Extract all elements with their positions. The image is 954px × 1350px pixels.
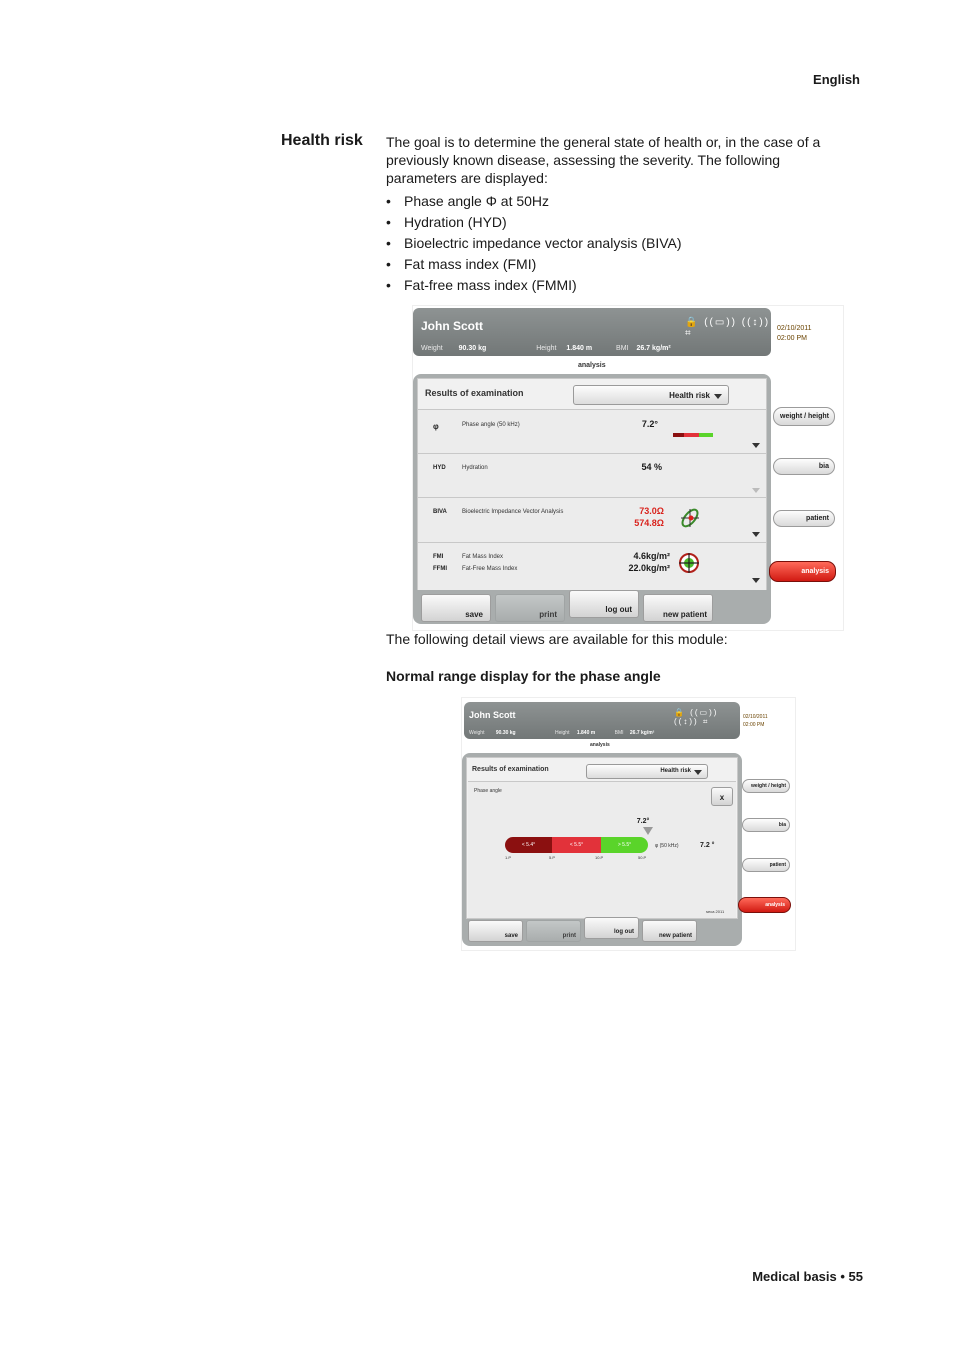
results-title: Results of examination [472, 766, 549, 773]
row-value: 7.2° [641, 419, 658, 429]
close-icon: x [719, 793, 725, 802]
row-value: 73.0Ω [639, 506, 664, 516]
list-item: • Hydration (HYD) [386, 214, 682, 235]
nav-weight-height[interactable]: weight / height [773, 407, 835, 426]
status-icons: 🔒 ((▭)) ((↕)) ⌗ [674, 708, 719, 726]
date: 02/10/2011 [743, 714, 768, 720]
expand-icon[interactable] [752, 443, 760, 448]
nav-bia[interactable]: bia [773, 458, 835, 475]
tick-label: 10.P [595, 855, 604, 860]
new-patient-button[interactable]: new patient [642, 920, 697, 942]
table-row[interactable] [418, 542, 766, 590]
patient-name: John Scott [421, 319, 483, 333]
screenshot-results [412, 305, 844, 631]
screenshot-phase-angle [461, 697, 796, 951]
bmi-label: BMI [616, 345, 629, 352]
time: 02:00 PM [777, 335, 807, 342]
parameter-list [386, 193, 682, 298]
row-desc: Phase angle (50 kHz) [462, 422, 520, 428]
row-abbr: BIVA [433, 509, 447, 515]
copyright: seca 2011 [706, 909, 725, 914]
nav-analysis[interactable]: analysis [769, 561, 836, 582]
patient-header [464, 702, 740, 739]
breadcrumb: analysis [578, 362, 606, 369]
row-value: 54 % [641, 462, 662, 472]
height-label: Height [536, 345, 557, 352]
detail-area [466, 757, 738, 919]
date-time [777, 324, 812, 344]
close-button[interactable] [711, 787, 733, 806]
row-value-2: 22.0kg/m² [628, 563, 670, 573]
tick-label: 50.P [638, 855, 647, 860]
range-segment-high: > 5.5° [601, 837, 648, 853]
height-value: 1.840 m [576, 730, 596, 736]
logout-button[interactable]: log out [584, 917, 639, 939]
detail-body [468, 781, 736, 918]
tick-label: 5.P [549, 855, 556, 860]
print-button[interactable]: print [495, 594, 565, 622]
nav-patient[interactable]: patient [742, 858, 790, 872]
nav-weight-height[interactable]: weight / height [742, 779, 790, 793]
status-icons: 🔒 ((▭)) ((↕)) ⌗ [685, 317, 771, 339]
biva-ellipse-icon [678, 506, 702, 530]
breadcrumb: analysis [590, 742, 610, 748]
patient-header [413, 308, 771, 356]
expand-icon[interactable] [752, 578, 760, 583]
range-segment-mid: < 5.5° [552, 837, 601, 853]
tick-label: 1.P [505, 855, 512, 860]
results-title: Results of examination [425, 388, 524, 398]
row-abbr: HYD [433, 465, 446, 471]
nav-analysis[interactable]: analysis [738, 897, 791, 913]
row-abbr: φ [433, 422, 439, 431]
detail-title: Phase angle [474, 788, 502, 794]
phase-angle-bar [673, 433, 713, 437]
row-desc-2: Fat-Free Mass Index [462, 566, 518, 572]
weight-label: Weight [469, 730, 485, 736]
bmi-value: 26.7 kg/m² [629, 730, 655, 736]
readout-value: 7.2 ° [700, 842, 715, 849]
page-footer: Medical basis • 55 [752, 1269, 863, 1284]
main-panel [462, 753, 742, 946]
nav-patient[interactable]: patient [773, 510, 835, 527]
language-label: English [813, 72, 860, 87]
patient-name: John Scott [469, 710, 516, 720]
row-desc: Bioelectric Impedance Vector Analysis [462, 509, 564, 515]
logout-button[interactable]: log out [569, 590, 639, 618]
save-button[interactable]: save [421, 594, 491, 622]
chevron-down-icon [714, 394, 722, 399]
detail-intro: The following detail views are available for this module: [386, 631, 728, 647]
weight-label: Weight [421, 345, 443, 352]
save-button[interactable]: save [468, 920, 523, 942]
table-row[interactable] [418, 453, 766, 498]
marker-triangle-icon [643, 827, 653, 835]
row-value-2: 574.8Ω [634, 518, 664, 528]
row-abbr: FMI [433, 554, 444, 560]
expand-icon[interactable] [752, 532, 760, 537]
row-desc: Hydration [462, 465, 488, 471]
row-desc: Fat Mass Index [462, 554, 504, 560]
nav-bia[interactable]: bia [742, 818, 790, 832]
results-area [417, 378, 767, 590]
range-segment-low: < 5.4° [505, 837, 552, 853]
subheading: Normal range display for the phase angle [386, 668, 661, 684]
table-row[interactable] [418, 409, 766, 454]
height-value: 1.840 m [566, 345, 593, 352]
weight-value: 90.30 kg [458, 345, 487, 352]
readout-label: φ (50 kHz) [655, 843, 679, 849]
expand-icon [752, 488, 760, 493]
weight-value: 90.30 kg [495, 730, 516, 736]
time: 02:00 PM [743, 722, 765, 728]
row-value: 4.6kg/m² [633, 551, 670, 561]
list-item: • Phase angle Φ at 50Hz [386, 193, 682, 214]
module-dropdown[interactable] [586, 764, 708, 779]
date: 02/10/2011 [777, 325, 812, 332]
print-button[interactable]: print [526, 920, 581, 942]
target-icon [678, 552, 700, 574]
module-dropdown-value: Health risk [660, 768, 691, 774]
list-item: • Bioelectric impedance vector analysis (BIVA) [386, 235, 682, 256]
date-time [743, 713, 768, 729]
new-patient-button[interactable]: new patient [643, 594, 713, 622]
section-title: Health risk [281, 132, 363, 149]
patient-metrics [469, 730, 737, 736]
bmi-label: BMI [614, 730, 624, 736]
main-panel [413, 374, 771, 624]
list-item: • Fat-free mass index (FMMI) [386, 277, 682, 298]
marker-value: 7.2° [636, 818, 650, 825]
table-row[interactable] [418, 497, 766, 543]
bmi-value: 26.7 kg/m² [636, 345, 671, 352]
module-dropdown[interactable] [573, 385, 729, 405]
row-abbr-2: FFMI [433, 566, 447, 572]
intro-paragraph: The goal is to determine the general state of health or, in the case of a previously known disease, assessing the severity. The following parameters are displayed: [386, 134, 821, 186]
patient-metrics [421, 345, 761, 352]
module-dropdown-value: Health risk [669, 391, 710, 400]
chevron-down-icon [694, 770, 702, 775]
height-label: Height [555, 730, 570, 736]
list-item: • Fat mass index (FMI) [386, 256, 682, 277]
